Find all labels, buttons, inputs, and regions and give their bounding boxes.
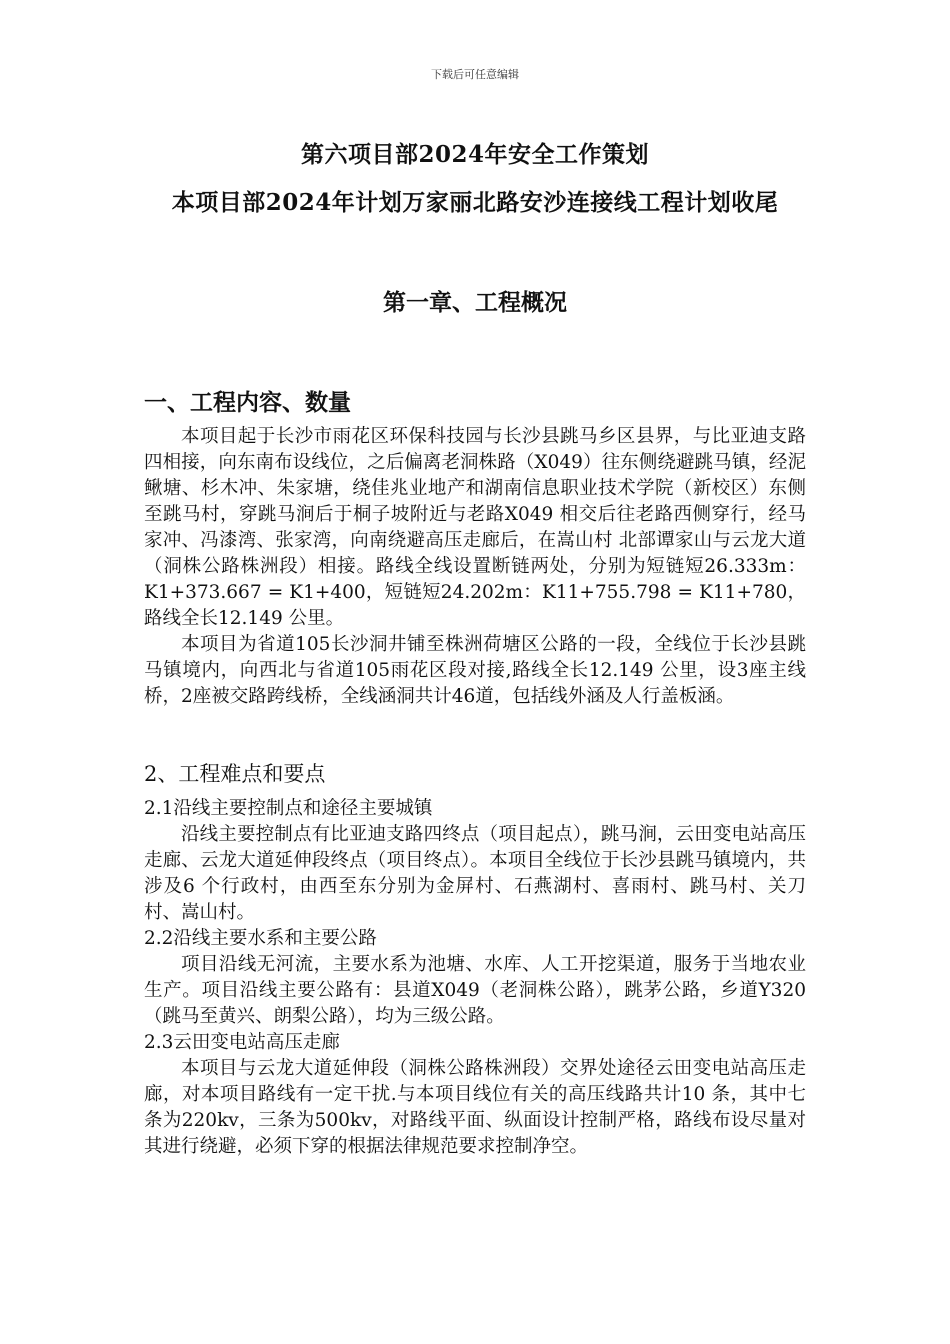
paragraph: 本项目起于长沙市雨花区环保科技园与长沙县跳马乡区县界，与比亚迪支路四相接，向东南布设线位，之后偏离老洞株路（X049）往东侧绕避跳马镇，经泥鳅塘、杉木冲、朱家塘，绕佳兆业地产和湖南信息职业技术学院（新校区）东侧至跳马村，穿跳马涧后于桐子坡附近与老路X049 相交后往老路西侧穿行，经马家冲、冯漆湾、张家湾，向南绕避高压走廊后，在嵩山村 北部谭家山与云龙大道（洞株公路株洲段）相接。路线全线设置断链两处，分别为短链短26.333m：K1+373.667 = K1+400，短链短24.202m：K11+755.798 = K11+780，路线全长12.149 公里。	[144, 426, 806, 629]
subsection-title: 2.1沿线主要控制点和途径主要城镇	[144, 798, 433, 819]
header-note: 下载后可任意编辑	[431, 68, 519, 81]
subsection-title: 2.2沿线主要水系和主要公路	[144, 928, 377, 949]
paragraph: 项目沿线无河流，主要水系为池塘、水库、人工开挖渠道，服务于当地农业生产。项目沿线主要公路有：县道X049（老洞株公路），跳茅公路，乡道Y320（跳马至黄兴、朗梨公路），均为三级公路。	[144, 954, 806, 1027]
chapter-title: 第一章、工程概况	[383, 289, 567, 316]
paragraph: 沿线主要控制点有比亚迪支路四终点（项目起点），跳马涧，云田变电站高压走廊、云龙大道延伸段终点（项目终点）。本项目全线位于长沙县跳马镇境内，共涉及6 个行政村，由西至东分别为金屏村、石燕湖村、喜雨村、跳马村、关刀村、嵩山村。	[144, 824, 806, 923]
paragraph: 本项目为省道105长沙洞井铺至株洲荷塘区公路的一段，全线位于长沙县跳马镇境内，向西北与省道105雨花区段对接,路线全长12.149 公里，设3座主线桥，2座被交路跨线桥，全线涵洞共计46道，包括线外涵及人行盖板涵。	[144, 634, 806, 707]
subsection-title: 2.3云田变电站高压走廊	[144, 1032, 340, 1053]
section-1-heading: 一、工程内容、数量	[144, 389, 351, 416]
section-2-body	[144, 796, 806, 1160]
section-1-body	[144, 424, 806, 710]
section-2-heading: 2、工程难点和要点	[144, 762, 326, 786]
document-title: 第六项目部2024年安全工作策划	[300, 141, 649, 168]
document-subtitle: 本项目部2024年计划万家丽北路安沙连接线工程计划收尾	[171, 189, 779, 216]
paragraph: 本项目与云龙大道延伸段（洞株公路株洲段）交界处途径云田变电站高压走廊，对本项目路线有一定干扰.与本项目线位有关的高压线路共计10 条，其中七条为220kv，三条为500kv，对路线平面、纵面设计控制严格，路线布设尽量对其进行绕避，必须下穿的根据法律规范要求控制净空。	[144, 1058, 806, 1157]
